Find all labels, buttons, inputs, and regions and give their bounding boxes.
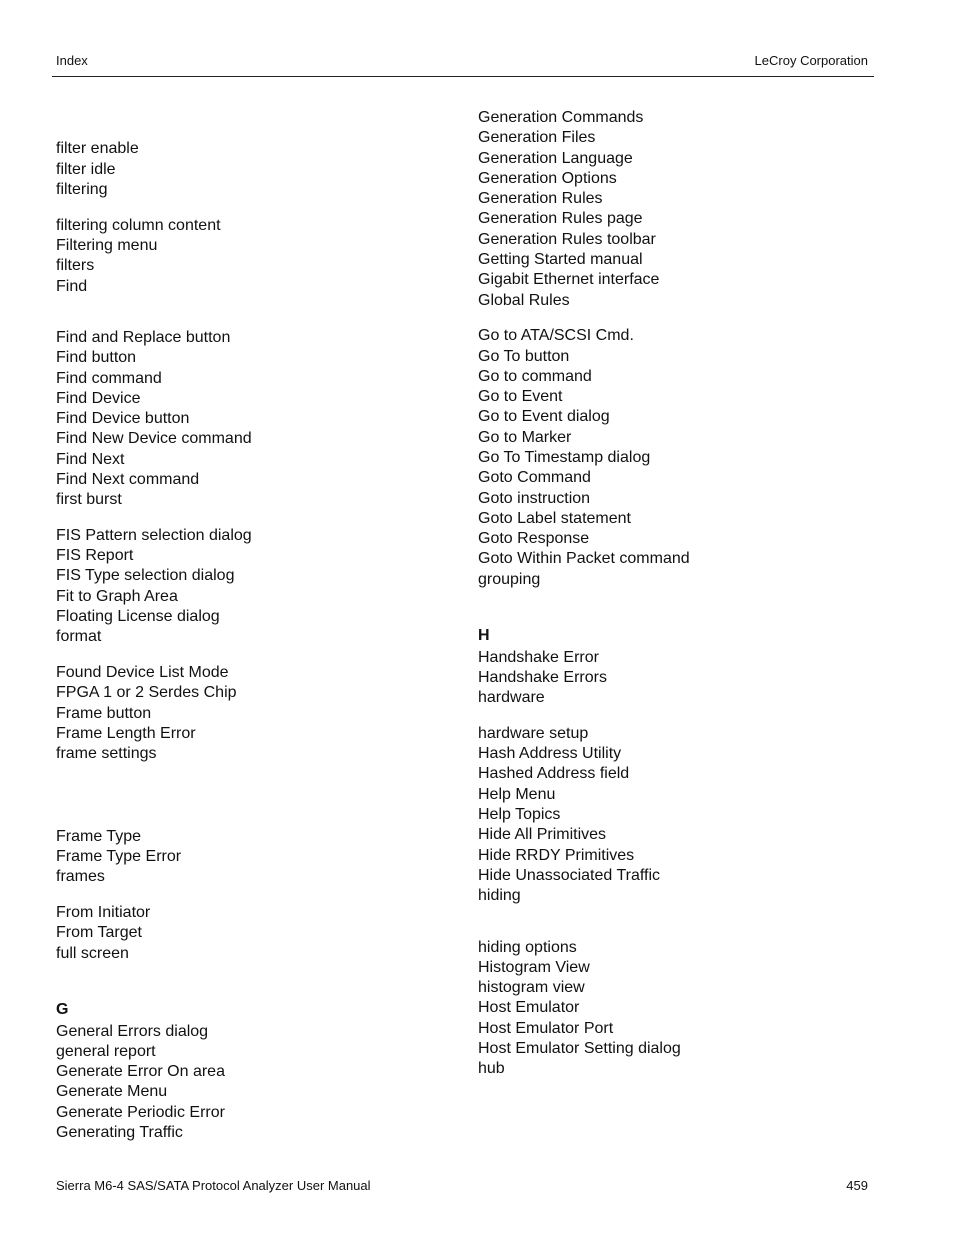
index-entry[interactable]: Goto Label statement — [478, 510, 631, 527]
index-entry[interactable]: hiding options — [478, 939, 577, 956]
index-entry[interactable]: Go to command — [478, 368, 592, 385]
index-entry[interactable]: Gigabit Ethernet interface — [478, 271, 660, 288]
index-entry[interactable]: Host Emulator Setting dialog — [478, 1040, 681, 1057]
index-entry[interactable]: Hashed Address field — [478, 765, 630, 782]
index-entry[interactable]: filters — [56, 257, 95, 274]
index-entry[interactable]: Host Emulator Port — [478, 1020, 614, 1037]
index-entry[interactable]: Generation Language — [478, 150, 633, 167]
index-entry[interactable]: Find command — [56, 370, 162, 387]
index-entry[interactable]: Generation Rules page — [478, 210, 643, 227]
index-entry[interactable]: filter enable — [56, 140, 139, 157]
index-entry[interactable]: Help Menu — [478, 786, 556, 803]
index-entry[interactable]: Go To button — [478, 348, 570, 365]
index-entry[interactable]: Generation Commands — [478, 109, 644, 126]
index-entry[interactable]: Go to Event dialog — [478, 408, 610, 425]
index-entry[interactable]: General Errors dialog — [56, 1023, 209, 1040]
index-entry[interactable]: Find Device — [56, 390, 141, 407]
index-entry[interactable]: Hide RRDY Primitives — [478, 847, 635, 864]
index-entry[interactable]: Find Next — [56, 451, 125, 468]
index-entry[interactable]: Go to ATA/SCSI Cmd. — [478, 327, 634, 344]
header-section-title: Index — [56, 53, 88, 68]
index-entry[interactable]: Go to Event — [478, 388, 563, 405]
index-entry[interactable]: hardware — [478, 689, 545, 706]
index-entry[interactable]: Generate Periodic Error — [56, 1104, 225, 1121]
index-entry[interactable]: Help Topics — [478, 806, 561, 823]
index-entry[interactable]: Frame Length Error — [56, 725, 196, 742]
page-number: 459 — [846, 1178, 868, 1193]
index-entry[interactable]: general report — [56, 1043, 156, 1060]
index-entry[interactable]: format — [56, 628, 102, 645]
index-entry[interactable]: Floating License dialog — [56, 608, 220, 625]
footer-manual-title: Sierra M6-4 SAS/SATA Protocol Analyzer User Manual — [56, 1178, 371, 1193]
index-entry[interactable]: Goto instruction — [478, 490, 591, 507]
index-letter-heading: G — [56, 1001, 69, 1018]
index-entry[interactable]: Generation Files — [478, 129, 596, 146]
index-entry[interactable]: frame settings — [56, 745, 157, 762]
index-entry[interactable]: Frame Type — [56, 828, 142, 845]
index-entry[interactable]: Find and Replace button — [56, 329, 231, 346]
index-entry[interactable]: FIS Type selection dialog — [56, 567, 235, 584]
index-entry[interactable]: filtering — [56, 181, 108, 198]
index-entry[interactable]: hardware setup — [478, 725, 589, 742]
index-entry[interactable]: filtering column content — [56, 217, 221, 234]
index-entry[interactable]: Hide Unassociated Traffic — [478, 867, 661, 884]
index-entry[interactable]: Goto Response — [478, 530, 590, 547]
index-entry[interactable]: first burst — [56, 491, 122, 508]
index-entry[interactable]: Host Emulator — [478, 999, 580, 1016]
index-entry[interactable]: Find Next command — [56, 471, 200, 488]
index-entry[interactable]: Fit to Graph Area — [56, 588, 178, 605]
index-entry[interactable]: From Target — [56, 924, 142, 941]
index-entry[interactable]: Filtering menu — [56, 237, 158, 254]
index-entry[interactable]: From Initiator — [56, 904, 151, 921]
index-entry[interactable]: Found Device List Mode — [56, 664, 229, 681]
index-entry[interactable]: FIS Report — [56, 547, 134, 564]
index-entry[interactable]: FIS Pattern selection dialog — [56, 527, 252, 544]
index-entry[interactable]: FPGA 1 or 2 Serdes Chip — [56, 684, 237, 701]
index-entry[interactable]: histogram view — [478, 979, 585, 996]
index-entry[interactable]: Find Device button — [56, 410, 190, 427]
index-entry[interactable]: Frame Type Error — [56, 848, 182, 865]
index-entry[interactable]: Generation Rules — [478, 190, 603, 207]
index-entry[interactable]: hiding — [478, 887, 521, 904]
index-entry[interactable]: Handshake Errors — [478, 669, 607, 686]
index-entry[interactable]: full screen — [56, 945, 129, 962]
header-rule — [52, 76, 874, 77]
index-entry[interactable]: Generate Error On area — [56, 1063, 225, 1080]
index-entry[interactable]: Find — [56, 278, 88, 295]
index-entry[interactable]: Generate Menu — [56, 1083, 168, 1100]
index-entry[interactable]: Find New Device command — [56, 430, 252, 447]
header-company: LeCroy Corporation — [754, 53, 868, 68]
index-letter-heading: H — [478, 627, 490, 644]
index-entry[interactable]: Getting Started manual — [478, 251, 643, 268]
index-entry[interactable]: Goto Within Packet command — [478, 550, 690, 567]
index-entry[interactable]: grouping — [478, 571, 541, 588]
index-entry[interactable]: Find button — [56, 349, 137, 366]
index-entry[interactable]: Go to Marker — [478, 429, 572, 446]
index-entry[interactable]: Goto Command — [478, 469, 591, 486]
index-entry[interactable]: Frame button — [56, 705, 152, 722]
index-entry[interactable]: Global Rules — [478, 292, 570, 309]
index-entry[interactable]: Hash Address Utility — [478, 745, 622, 762]
index-entry[interactable]: Histogram View — [478, 959, 590, 976]
index-entry[interactable]: Go To Timestamp dialog — [478, 449, 651, 466]
index-entry[interactable]: hub — [478, 1060, 505, 1077]
index-entry[interactable]: frames — [56, 868, 105, 885]
index-entry[interactable]: filter idle — [56, 161, 116, 178]
index-entry[interactable]: Generation Rules toolbar — [478, 231, 656, 248]
index-entry[interactable]: Generation Options — [478, 170, 617, 187]
index-entry[interactable]: Handshake Error — [478, 649, 599, 666]
index-entry[interactable]: Generating Traffic — [56, 1124, 183, 1141]
index-entry[interactable]: Hide All Primitives — [478, 826, 607, 843]
